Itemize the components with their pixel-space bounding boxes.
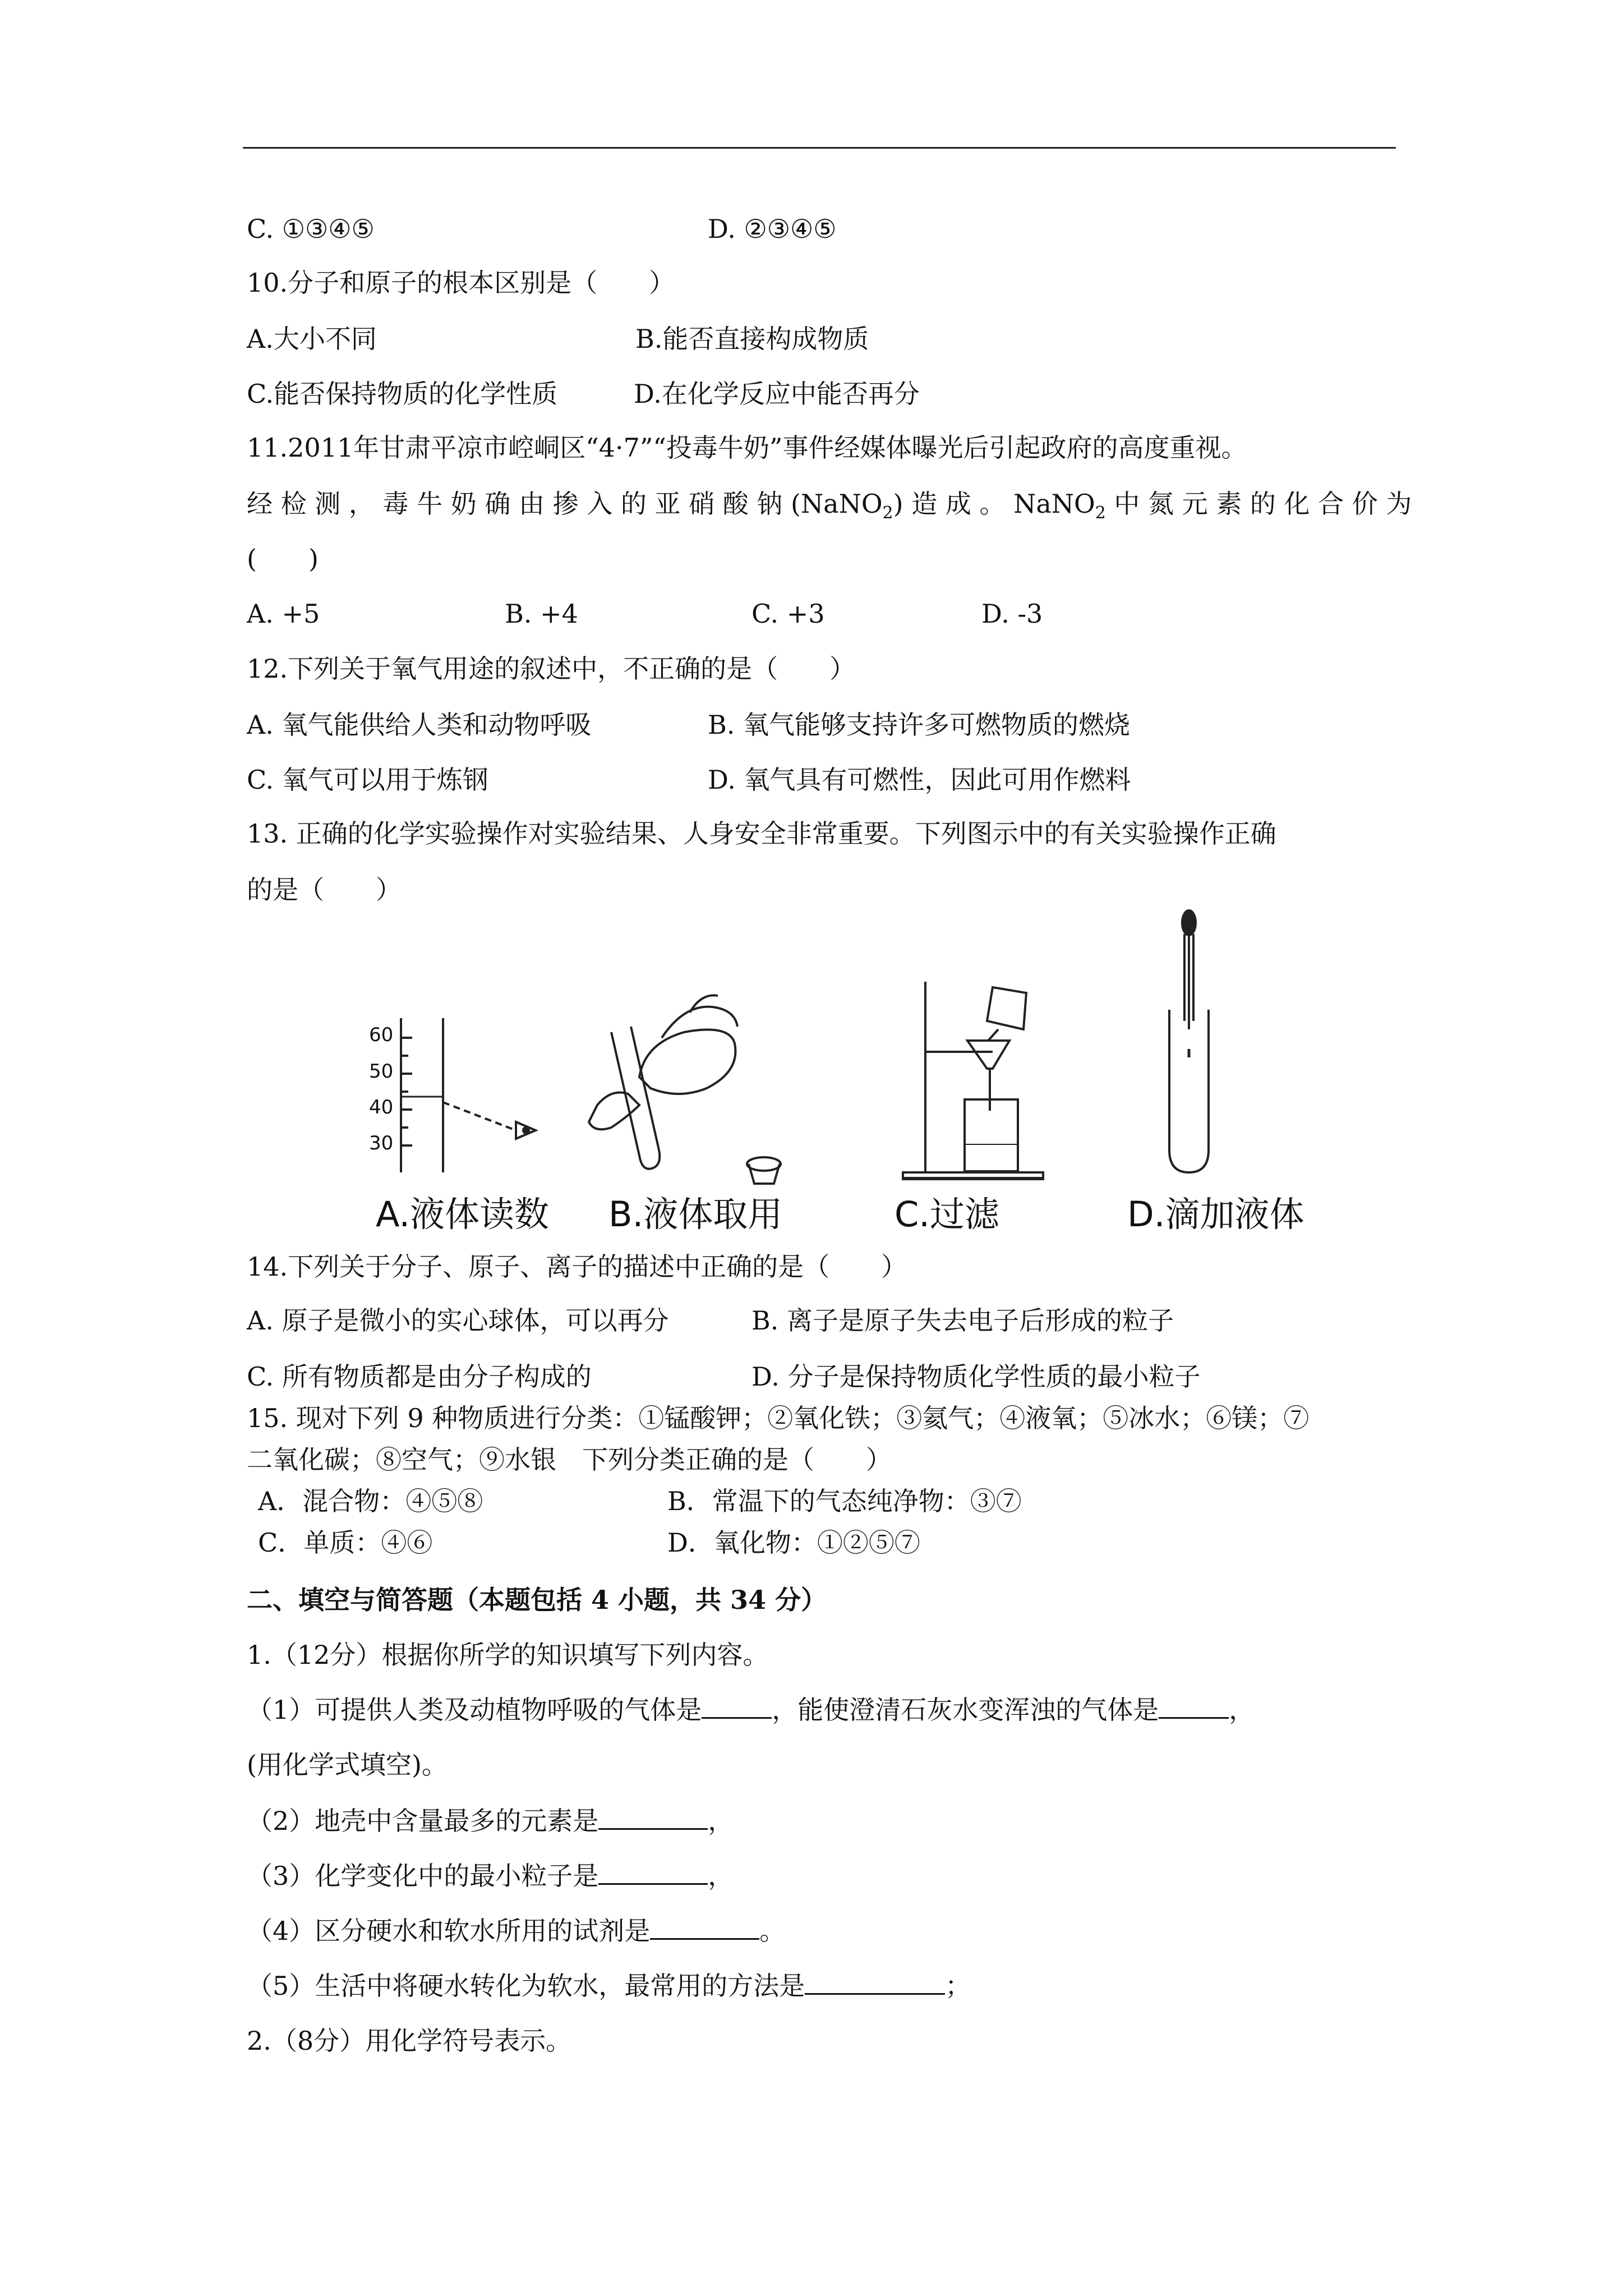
q10-stem: 10.分子和原子的根本区别是（ ） xyxy=(247,268,675,298)
tick-30: 30 xyxy=(369,1132,394,1154)
q14-option-b: B. 离子是原子失去电子后形成的粒子 xyxy=(751,1305,1174,1336)
lab-operations-figure xyxy=(348,909,1304,1245)
lab-figure-drawings xyxy=(348,909,1301,1189)
q14-option-a: A. 原子是微小的实心球体，可以再分 xyxy=(247,1305,669,1336)
q9-option-d: D. ②③④⑤ xyxy=(708,214,837,244)
graduated-cylinder-icon xyxy=(401,1018,536,1172)
q14-stem: 14.下列关于分子、原子、离子的描述中正确的是（ ） xyxy=(247,1251,907,1282)
q12-option-c: C. 氧气可以用于炼钢 xyxy=(247,765,488,795)
q13-line1: 13. 正确的化学实验操作对实验结果、人身安全非常重要。下列图示中的有关实验操作正确 xyxy=(247,818,1276,849)
q11-line1: 11.2011年甘肃平凉市崆峒区“4·7”“投毒牛奶”事件经媒体曝光后引起政府的高度重视。 xyxy=(247,432,1247,463)
section-2-title: 二、填空与简答题（本题包括 4 小题，共 34 分） xyxy=(247,1585,827,1615)
fill1-part2: （2）地壳中含量最多的元素是 ， xyxy=(247,1806,734,1836)
dropper-test-tube-icon xyxy=(1169,910,1209,1172)
q11-option-c: C. +3 xyxy=(751,599,825,629)
answer-blank[interactable] xyxy=(702,1695,772,1719)
q12-stem: 12.下列关于氧气用途的叙述中，不正确的是（ ） xyxy=(247,654,856,684)
answer-blank[interactable] xyxy=(598,1806,708,1830)
q15-line2: 二氧化碳；⑧空气；⑨水银 下列分类正确的是（ ） xyxy=(247,1444,892,1475)
q11-line2: 经 检 测 ， 毒 牛 奶 确 由 掺 入 的 亚 硝 酸 钠 (NaNO$_2$) 造 成 。 NaNO$_2$ 中 氮 元 素 的 化 合 价 为 xyxy=(247,489,1412,523)
answer-blank[interactable] xyxy=(598,1861,708,1885)
filtration-apparatus-icon xyxy=(903,982,1043,1179)
caption-a: A.液体读数 xyxy=(376,1194,550,1235)
fill1-part1: （1）可提供人类及动植物呼吸的气体是 ，能使澄清石灰水变浑浊的气体是 ， xyxy=(247,1695,1255,1725)
fill1-part4: （4）区分硬水和软水所用的试剂是 。 xyxy=(247,1916,786,1946)
fill2-stem: 2.（8分）用化学符号表示。 xyxy=(247,2026,572,2056)
q12-option-b: B. 氧气能够支持许多可燃物质的燃烧 xyxy=(708,710,1131,740)
q11-option-b: B. +4 xyxy=(505,599,578,629)
answer-blank[interactable] xyxy=(650,1916,759,1940)
q12-option-d: D. 氧气具有可燃性，因此可用作燃料 xyxy=(708,765,1131,795)
fill1-stem: 1.（12分）根据你所学的知识填写下列内容。 xyxy=(247,1640,769,1670)
q10-option-d: D.在化学反应中能否再分 xyxy=(634,379,920,409)
q14-option-d: D. 分子是保持物质化学性质的最小粒子 xyxy=(751,1361,1201,1392)
q11-line3: ( ) xyxy=(247,544,319,574)
fill1-part3: （3）化学变化中的最小粒子是 ， xyxy=(247,1861,734,1891)
header-rule xyxy=(243,147,1396,149)
answer-blank[interactable] xyxy=(1159,1695,1229,1719)
fill1-part5: （5）生活中将硬水转化为软水，最常用的方法是 ； xyxy=(247,1971,971,2001)
q14-option-c: C. 所有物质都是由分子构成的 xyxy=(247,1361,592,1392)
q11-option-d: D. -3 xyxy=(981,599,1043,629)
caption-c: C.过滤 xyxy=(895,1194,999,1235)
tick-40: 40 xyxy=(369,1096,394,1119)
q12-option-a: A. 氧气能供给人类和动物呼吸 xyxy=(247,710,592,740)
q15-option-d: D．氧化物：①②⑤⑦ xyxy=(667,1527,920,1558)
pouring-liquid-icon xyxy=(589,995,781,1184)
q13-line2: 的是（ ） xyxy=(247,875,402,905)
caption-b: B.液体取用 xyxy=(608,1194,783,1235)
q9-option-c: C. ①③④⑤ xyxy=(247,214,375,244)
tick-60: 60 xyxy=(369,1024,394,1046)
q15-option-a: A．混合物：④⑤⑧ xyxy=(258,1486,483,1516)
q11-option-a: A. +5 xyxy=(247,599,320,629)
q15-option-c: C．单质：④⑥ xyxy=(258,1527,433,1558)
fill1-part1-note: (用化学式填空)。 xyxy=(247,1750,448,1780)
q10-option-a: A.大小不同 xyxy=(247,324,377,354)
q10-option-c: C.能否保持物质的化学性质 xyxy=(247,379,558,409)
answer-blank[interactable] xyxy=(805,1971,945,1995)
tick-50: 50 xyxy=(369,1060,394,1083)
caption-d: D.滴加液体 xyxy=(1127,1194,1304,1235)
q15-line1: 15. 现对下列 9 种物质进行分类：①锰酸钾；②氧化铁；③氦气；④液氧；⑤冰水；⑥镁；⑦ xyxy=(247,1403,1310,1433)
q15-option-b: B．常温下的气态纯净物：③⑦ xyxy=(667,1486,1022,1516)
q10-option-b: B.能否直接构成物质 xyxy=(635,324,869,354)
